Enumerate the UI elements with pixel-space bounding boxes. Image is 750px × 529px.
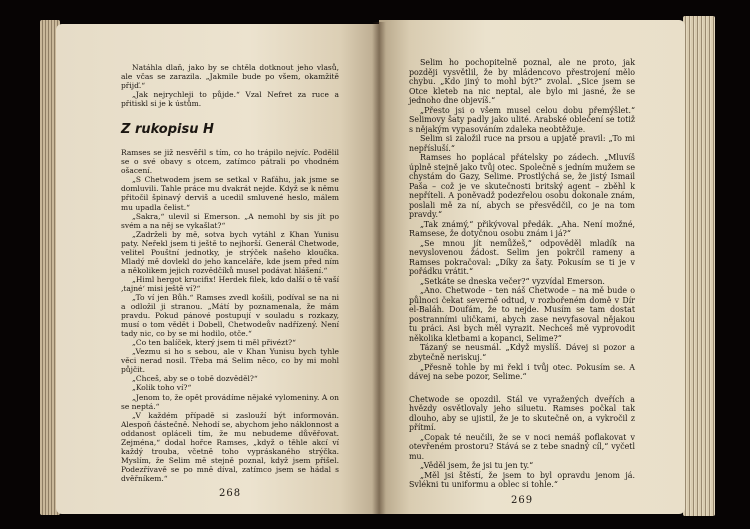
right-page-stack <box>683 16 715 516</box>
paragraph: Selim si založil ruce na prsou a upjatě pravil: „To mi nepřísluší.“ <box>409 134 635 153</box>
paragraph: Tázaný se neusmál. „Když myslíš. Dávej si pozor a zbytečně neriskuj.“ <box>409 343 635 362</box>
paragraph: „Jak nejrychleji to půjde.“ Vzal Nefret za ruce a přitiskl si je k ústům. <box>121 90 339 109</box>
paragraph: „Jenom to, že opět provádíme nějaké vylomeniny. A on se neptá.“ <box>121 392 339 411</box>
page-number: 269 <box>511 495 534 506</box>
right-page-text <box>409 58 635 490</box>
paragraph: „Přesně tohle by mi řekl i tvůj otec. Pokusím se. A dávej na sebe pozor, Selime.“ <box>409 362 635 382</box>
paragraph: „Vezmu si ho s sebou, ale v Khan Yunisu bych tyhle věci nerad nosil. Třeba má Selim něco, co by mi mohl půjčit. <box>121 347 339 375</box>
paragraph: „Zadrželi by mě, sotva bych vytáhl z Khan Yunisu paty. Neřekl jsem ti ještě to nejhorší. Generál Chetwode, velitel Pouštní jednotky, je strýček našeho kloučka. Mladý mě dovlekl do jeho kanceláře, kde jsem před ním a několikem jejich rozvědčíků musel podávat hlášení.“ <box>121 229 339 275</box>
paragraph: Ramses ho poplácal přátelsky po zádech. „Mluvíš úplně stejně jako tvůj otec. Společně s jedním mužem se chystám do Gazy, Selime. Prostlýchá se, že jistý Ismail Paša – což je ve skutečnosti britský agent – zběhl k nepříteli. A poněvadž podezřelou osobu dokonale znám, poslali mě za ní, abych se přesvědčil, co je na tom pravdy.“ <box>409 153 635 220</box>
paragraph: „Kolik toho ví?“ <box>132 383 192 393</box>
right-page <box>379 20 685 514</box>
page-number: 268 <box>219 488 242 499</box>
paragraph: „Věděl jsem, že jsi tu jen ty.“ <box>420 461 534 471</box>
paragraph: Selim ho pochopitelně poznal, ale ne proto, jak později vysvětlil, že by mládencovo přestrojení mělo chybu. „Kdo jiný to mohl být?“ zvolal. „Sice jsem se Otce kleteb na nic neptal, ale bylo mi jasné, že se jednoho dne objevíš.“ <box>409 58 635 106</box>
paragraph: „Se mnou jít nemůžeš,“ odpověděl mladík na nevyslovenou žádost. Selim jen pokrčil rameny a Ramses pokračoval: „Díky za šaty. Pokusím se ti je v pořádku vrátit.“ <box>409 238 635 277</box>
paragraph: „Co ten balíček, který jsem ti měl přivézt?“ <box>132 338 296 348</box>
left-page-text <box>121 63 339 483</box>
paragraph: Chetwode se opozdil. Stál ve vyražených dveřích a hvězdy osvětlovaly jeho siluetu. Ramses počkal tak dlouho, aby se ujistil, že je to skutečně on, a vykročil z přítmí. <box>409 394 635 433</box>
paragraph: „To ví jen Bůh.“ Ramses zvedl košili, podíval se na ni a odložil ji stranou. „Mátí by poznamenala, že mám pravdu. Pokud pánové postupují v souladu s rozkazy, musí o tom vědět i Dobell, Chetwodeův nadřízený. Není tady nic, co by se mi hodilo, otče.“ <box>121 292 339 339</box>
paragraph: Natáhla dlaň, jako by se chtěla dotknout jeho vlasů, ale včas se zarazila. „Jakmile bude po všem, okamžitě přijď.“ <box>121 63 339 91</box>
left-page <box>56 24 379 514</box>
paragraph: „Měl jsi štěstí, že jsem to byl opravdu jenom já. Svlékni tu uniformu a oblec si tohle.“ <box>409 470 635 490</box>
paragraph: Ramses se již nesvěřil s tím, co ho trápilo nejvíc. Podělil se o své obavy s otcem, zatímco pátrali po vhodném ošacení. <box>121 148 339 176</box>
paragraph: „V každém případě si zaslouží být informován. Alespoň částečně. Nehodí se, abychom jeho náklonnost a oddanost opláceli tím, že mu nebudeme důvěřovat. Zejména,“ dodal hořce Ramses, „když o těhle akcí ví každý trouba, včetně toho vypráskaného strýčka. Myslím, že Selim mě stejně poznal, když jsem přišel. Podezřívavě se po mně díval, zatímco jsem se hádal s dvěřníkem.“ <box>121 410 339 483</box>
paragraph: „Přesto jsi o všem musel celou dobu přemýšlet.“ Selimovy šaty padly jako ulité. Arabské oblečení se totiž s nějakým vypasováním zdaleka neobtěžuje. <box>409 105 635 134</box>
paragraph: „Himl hergot krucifix! Herdek filek, kdo další o tě vaší ‚tajné‘ misi ještě ví?“ <box>121 274 339 293</box>
paragraph: „Setkáte se dneska večer?“ vyzvídal Emerson. <box>420 276 605 286</box>
section-heading: Z rukopisu H <box>121 122 214 138</box>
paragraph: „Sakra,“ ulevil si Emerson. „A nemohl by sis jít po svém a na něj se vykašlat?“ <box>121 211 339 230</box>
paragraph: „Ano. Chetwode – ten náš Chetwode – na mě bude o půlnoci čekat severně odtud, v rozbořeném domě v Dír el-Baláh. Doufám, že to nejde. Musím se tam dostat postranními uličkami, abych zase nevyfasoval nějakou tu práci. Asi bych měl vyrazit. Nechceš mě vyprovodit několika kletbami a kopanci, Selime?“ <box>409 286 635 343</box>
paragraph: „Tak známý,“ přikývoval předák. „Aha. Není možné, Ramsese, že dotyčnou osobu znám i já?“ <box>409 219 635 239</box>
section-break <box>409 382 635 395</box>
book-gutter <box>372 22 386 514</box>
paragraph: „Chceš, aby se o tobě dozvěděl?“ <box>132 374 258 384</box>
paragraph: „Copak té neučili, že se v noci nemáš poflakovat v otevřeném prostoru? Stává se z tebe snadný cíl,“ vyčetl mu. <box>409 432 635 461</box>
paragraph: „S Chetwodem jsem se setkal v Rafáhu, jak jsme se domluvili. Tahle práce mu dvakrát nejde. Když se k němu přitočil špinavý derviš a ucedil smluvené heslo, málem mu upadla čelist.“ <box>121 175 339 212</box>
